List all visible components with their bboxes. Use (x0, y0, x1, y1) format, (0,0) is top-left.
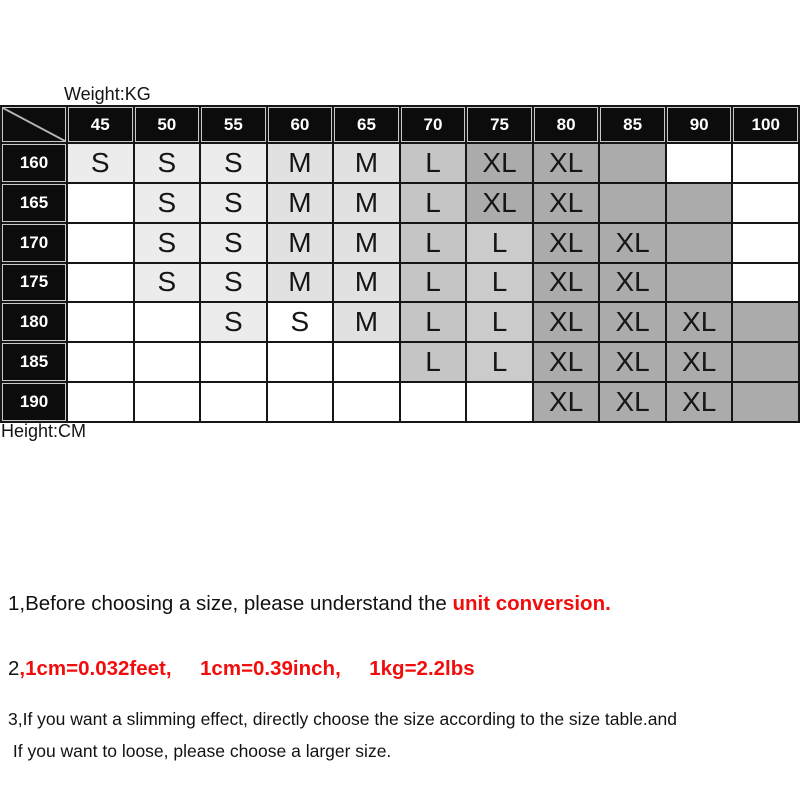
size-cell-170-100 (733, 224, 798, 262)
size-cell-190-100 (733, 383, 798, 421)
size-cell-185-65 (334, 343, 399, 381)
size-cell-170-45 (68, 224, 133, 262)
height-row-label-175: 175 (2, 264, 66, 302)
height-row-label-185: 185 (2, 343, 66, 381)
note-line-2 (8, 657, 475, 681)
weight-header-50: 50 (135, 107, 200, 142)
size-cell-170-75: L (467, 224, 532, 262)
height-row-label-165: 165 (2, 184, 66, 222)
note-line-1 (8, 592, 611, 616)
note-red-segment: unit conversion. (452, 592, 611, 615)
weight-header-80: 80 (534, 107, 599, 142)
size-cell-175-75: L (467, 264, 532, 302)
size-cell-175-45 (68, 264, 133, 302)
size-cell-160-70: L (401, 144, 466, 182)
size-cell-170-55: S (201, 224, 266, 262)
size-cell-165-75: XL (467, 184, 532, 222)
height-row-label-190: 190 (2, 383, 66, 421)
weight-header-90: 90 (667, 107, 732, 142)
size-cell-180-75: L (467, 303, 532, 341)
size-cell-180-45 (68, 303, 133, 341)
size-cell-170-50: S (135, 224, 200, 262)
size-cell-165-80: XL (534, 184, 599, 222)
size-cell-165-45 (68, 184, 133, 222)
size-cell-190-65 (334, 383, 399, 421)
note-text-segment: 3,If you want a slimming effect, directly choose the size according to the size table.and (8, 709, 677, 729)
size-cell-185-55 (201, 343, 266, 381)
size-cell-185-70: L (401, 343, 466, 381)
size-cell-180-70: L (401, 303, 466, 341)
size-cell-190-80: XL (534, 383, 599, 421)
size-cell-185-50 (135, 343, 200, 381)
weight-header-60: 60 (268, 107, 333, 142)
size-cell-175-80: XL (534, 264, 599, 302)
size-cell-185-45 (68, 343, 133, 381)
size-cell-185-80: XL (534, 343, 599, 381)
size-cell-180-80: XL (534, 303, 599, 341)
size-cell-185-100 (733, 343, 798, 381)
size-cell-190-85: XL (600, 383, 665, 421)
size-cell-190-55 (201, 383, 266, 421)
size-cell-190-60 (268, 383, 333, 421)
size-cell-170-85: XL (600, 224, 665, 262)
height-axis-label: Height:CM (1, 421, 87, 441)
note-red-segment: ,1cm=0.032feet, 1cm=0.39inch, 1kg=2.2lbs (19, 657, 475, 680)
size-cell-175-70: L (401, 264, 466, 302)
height-row-label-170: 170 (2, 224, 66, 262)
size-cell-170-60: M (268, 224, 333, 262)
note-text-segment: If you want to loose, please choose a larger size. (8, 741, 392, 761)
size-cell-190-75 (467, 383, 532, 421)
size-cell-160-45: S (68, 144, 133, 182)
size-cell-160-85 (600, 144, 665, 182)
size-cell-160-75: XL (467, 144, 532, 182)
size-cell-180-65: M (334, 303, 399, 341)
weight-axis-label: Weight:KG (64, 84, 151, 104)
size-cell-175-100 (733, 264, 798, 302)
size-cell-170-65: M (334, 224, 399, 262)
size-cell-180-60: S (268, 303, 333, 341)
diagonal-line-icon (3, 108, 65, 141)
note-line-4 (8, 741, 391, 762)
size-cell-165-85 (600, 184, 665, 222)
size-cell-175-50: S (135, 264, 200, 302)
size-cell-165-50: S (135, 184, 200, 222)
size-cell-185-60 (268, 343, 333, 381)
size-cell-165-90 (667, 184, 732, 222)
weight-header-45: 45 (68, 107, 133, 142)
note-line-3 (8, 709, 677, 730)
note-text-segment: 1,Before choosing a size, please understand the (8, 592, 453, 615)
weight-header-85: 85 (600, 107, 665, 142)
height-row-label-160: 160 (2, 144, 66, 182)
size-cell-165-70: L (401, 184, 466, 222)
size-cell-160-60: M (268, 144, 333, 182)
size-cell-160-100 (733, 144, 798, 182)
size-cell-180-85: XL (600, 303, 665, 341)
size-cell-170-70: L (401, 224, 466, 262)
size-cell-175-60: M (268, 264, 333, 302)
size-cell-185-75: L (467, 343, 532, 381)
size-cell-175-55: S (201, 264, 266, 302)
size-cell-160-55: S (201, 144, 266, 182)
size-cell-165-60: M (268, 184, 333, 222)
size-cell-175-90 (667, 264, 732, 302)
weight-header-75: 75 (467, 107, 532, 142)
size-table (0, 105, 800, 423)
size-cell-165-100 (733, 184, 798, 222)
weight-header-70: 70 (401, 107, 466, 142)
size-cell-175-85: XL (600, 264, 665, 302)
size-cell-165-55: S (201, 184, 266, 222)
size-cell-190-45 (68, 383, 133, 421)
weight-header-55: 55 (201, 107, 266, 142)
size-cell-190-70 (401, 383, 466, 421)
note-text-segment: 2 (8, 657, 20, 680)
size-cell-170-80: XL (534, 224, 599, 262)
table-corner-cell (2, 107, 66, 142)
size-cell-180-55: S (201, 303, 266, 341)
size-cell-170-90 (667, 224, 732, 262)
size-cell-185-85: XL (600, 343, 665, 381)
size-cell-190-50 (135, 383, 200, 421)
size-cell-180-100 (733, 303, 798, 341)
size-cell-160-50: S (135, 144, 200, 182)
size-cell-185-90: XL (667, 343, 732, 381)
size-cell-165-65: M (334, 184, 399, 222)
height-row-label-180: 180 (2, 303, 66, 341)
weight-header-100: 100 (733, 107, 798, 142)
size-cell-180-50 (135, 303, 200, 341)
size-cell-160-80: XL (534, 144, 599, 182)
size-cell-160-90 (667, 144, 732, 182)
size-cell-180-90: XL (667, 303, 732, 341)
size-cell-160-65: M (334, 144, 399, 182)
size-cell-190-90: XL (667, 383, 732, 421)
size-cell-175-65: M (334, 264, 399, 302)
weight-header-65: 65 (334, 107, 399, 142)
